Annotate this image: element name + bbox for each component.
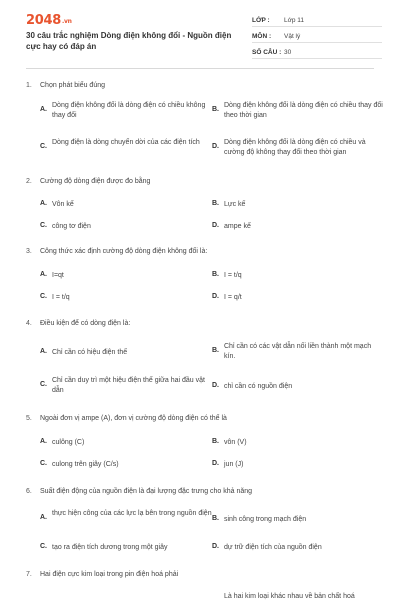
option-text: Dòng điện không đổi là dòng điện có chiều thay đổi theo thời gian	[224, 102, 383, 119]
page-title: 30 câu trắc nghiệm Dòng điện không đổi - Nguồn điện cực hay có đáp án	[26, 31, 232, 51]
option-text: Là hai kim loại khác nhau về bản chất hoá	[224, 593, 355, 600]
option-text: dự trữ điện tích của nguồn điện	[224, 544, 322, 551]
question-text: Ngoài đơn vị ampe (A), đơn vị cường độ dòng điện có thể là	[40, 415, 227, 422]
option-text: culông (C)	[52, 439, 85, 446]
question-number: 4.	[26, 320, 32, 327]
option-letter: B.	[212, 271, 219, 278]
question-number: 5.	[26, 415, 32, 422]
option-letter: A.	[40, 106, 47, 113]
info-row-count	[252, 47, 382, 59]
option-letter: D.	[212, 460, 219, 467]
option-letter: D.	[212, 543, 219, 550]
option-text: tạo ra điện tích dương trong một giây	[52, 544, 168, 551]
site-logo[interactable]	[26, 13, 72, 28]
option-text: Dòng điện là dòng chuyển dời của các điện tích	[52, 139, 200, 146]
info-value: Lớp 11	[284, 17, 305, 24]
option-text: Chỉ cần duy trì một hiệu điện thế giữa hai đầu vật dẫn	[52, 377, 205, 394]
option-letter: B.	[212, 200, 219, 207]
option-text: Chỉ cần có hiệu điện thế	[52, 349, 128, 356]
question-number: 6.	[26, 488, 32, 495]
page-header	[0, 0, 400, 68]
option-text: sinh công trong mạch điện	[224, 516, 307, 523]
question-number: 7.	[26, 571, 32, 578]
option-text: Dòng điện không đổi là dòng điện có chiều và cường độ không thay đổi theo thời gian	[224, 139, 366, 156]
option-text: công tơ điện	[52, 223, 91, 230]
info-label: MÔN :	[252, 33, 272, 40]
option-text: culong trên giây (C/s)	[52, 461, 119, 468]
header-divider	[26, 68, 374, 69]
option-text: ampe kế	[224, 223, 251, 230]
question-text: Chọn phát biểu đúng	[40, 82, 105, 89]
question-text: Suất điện động của nguồn điện là đại lượng đặc trưng cho khả năng	[40, 488, 253, 495]
option-letter: D.	[212, 143, 219, 150]
info-label: LỚP :	[252, 17, 270, 24]
question-text: Công thức xác định cường độ dòng điện không đổi là:	[40, 248, 208, 255]
question-text: Hai điện cực kim loại trong pin điện hoá phải	[40, 571, 179, 578]
info-underline	[252, 58, 382, 59]
question-number: 1.	[26, 82, 32, 89]
option-text: I = t/q	[52, 294, 70, 301]
option-letter: C.	[40, 222, 47, 229]
option-text: chỉ cần có nguồn điện	[224, 383, 293, 390]
info-value: 30	[284, 49, 292, 56]
option-letter: D.	[212, 382, 219, 389]
option-text: vôn (V)	[224, 439, 247, 446]
option-text: Lực kế	[224, 201, 246, 208]
option-letter: A.	[40, 438, 47, 445]
info-row-subject	[252, 31, 382, 43]
info-row-class	[252, 15, 382, 27]
option-text: thực hiện công của các lực lạ bên trong nguồn điện	[52, 510, 212, 517]
option-letter: D.	[212, 293, 219, 300]
info-underline	[252, 42, 382, 43]
question-number: 2.	[26, 178, 32, 185]
option-letter: C.	[40, 293, 47, 300]
option-letter: A.	[40, 348, 47, 355]
option-letter: B.	[212, 106, 219, 113]
option-text: Chỉ cần có các vật dẫn nối liền thành một mạch kín.	[224, 343, 372, 360]
option-letter: C.	[40, 143, 47, 150]
option-letter: A.	[40, 200, 47, 207]
option-text: I = q/t	[224, 294, 242, 301]
option-text: Dòng điện không đổi là dòng điện có chiều không thay đổi	[52, 102, 206, 119]
option-letter: B.	[212, 438, 219, 445]
info-label: SỐ CÂU :	[252, 49, 282, 56]
option-text: jun (J)	[224, 461, 244, 468]
question-number: 3.	[26, 248, 32, 255]
option-text: Vôn kế	[52, 201, 74, 208]
option-letter: B.	[212, 347, 219, 354]
option-letter: A.	[40, 271, 47, 278]
option-letter: C.	[40, 460, 47, 467]
option-letter: C.	[40, 543, 47, 550]
question-text: Cường độ dòng điện được đo bằng	[40, 178, 151, 185]
option-text: I = t/q	[224, 272, 242, 279]
info-underline	[252, 26, 382, 27]
logo-suffix: .vn	[61, 18, 72, 25]
option-letter: D.	[212, 222, 219, 229]
option-letter: B.	[212, 515, 219, 522]
info-value: Vật lý	[284, 33, 301, 40]
logo-text: 2048	[26, 13, 61, 28]
question-text: Điều kiện để có dòng điện là:	[40, 320, 131, 327]
option-text: I=qt	[52, 272, 64, 279]
option-letter: C.	[40, 381, 47, 388]
option-letter: A.	[40, 514, 47, 521]
